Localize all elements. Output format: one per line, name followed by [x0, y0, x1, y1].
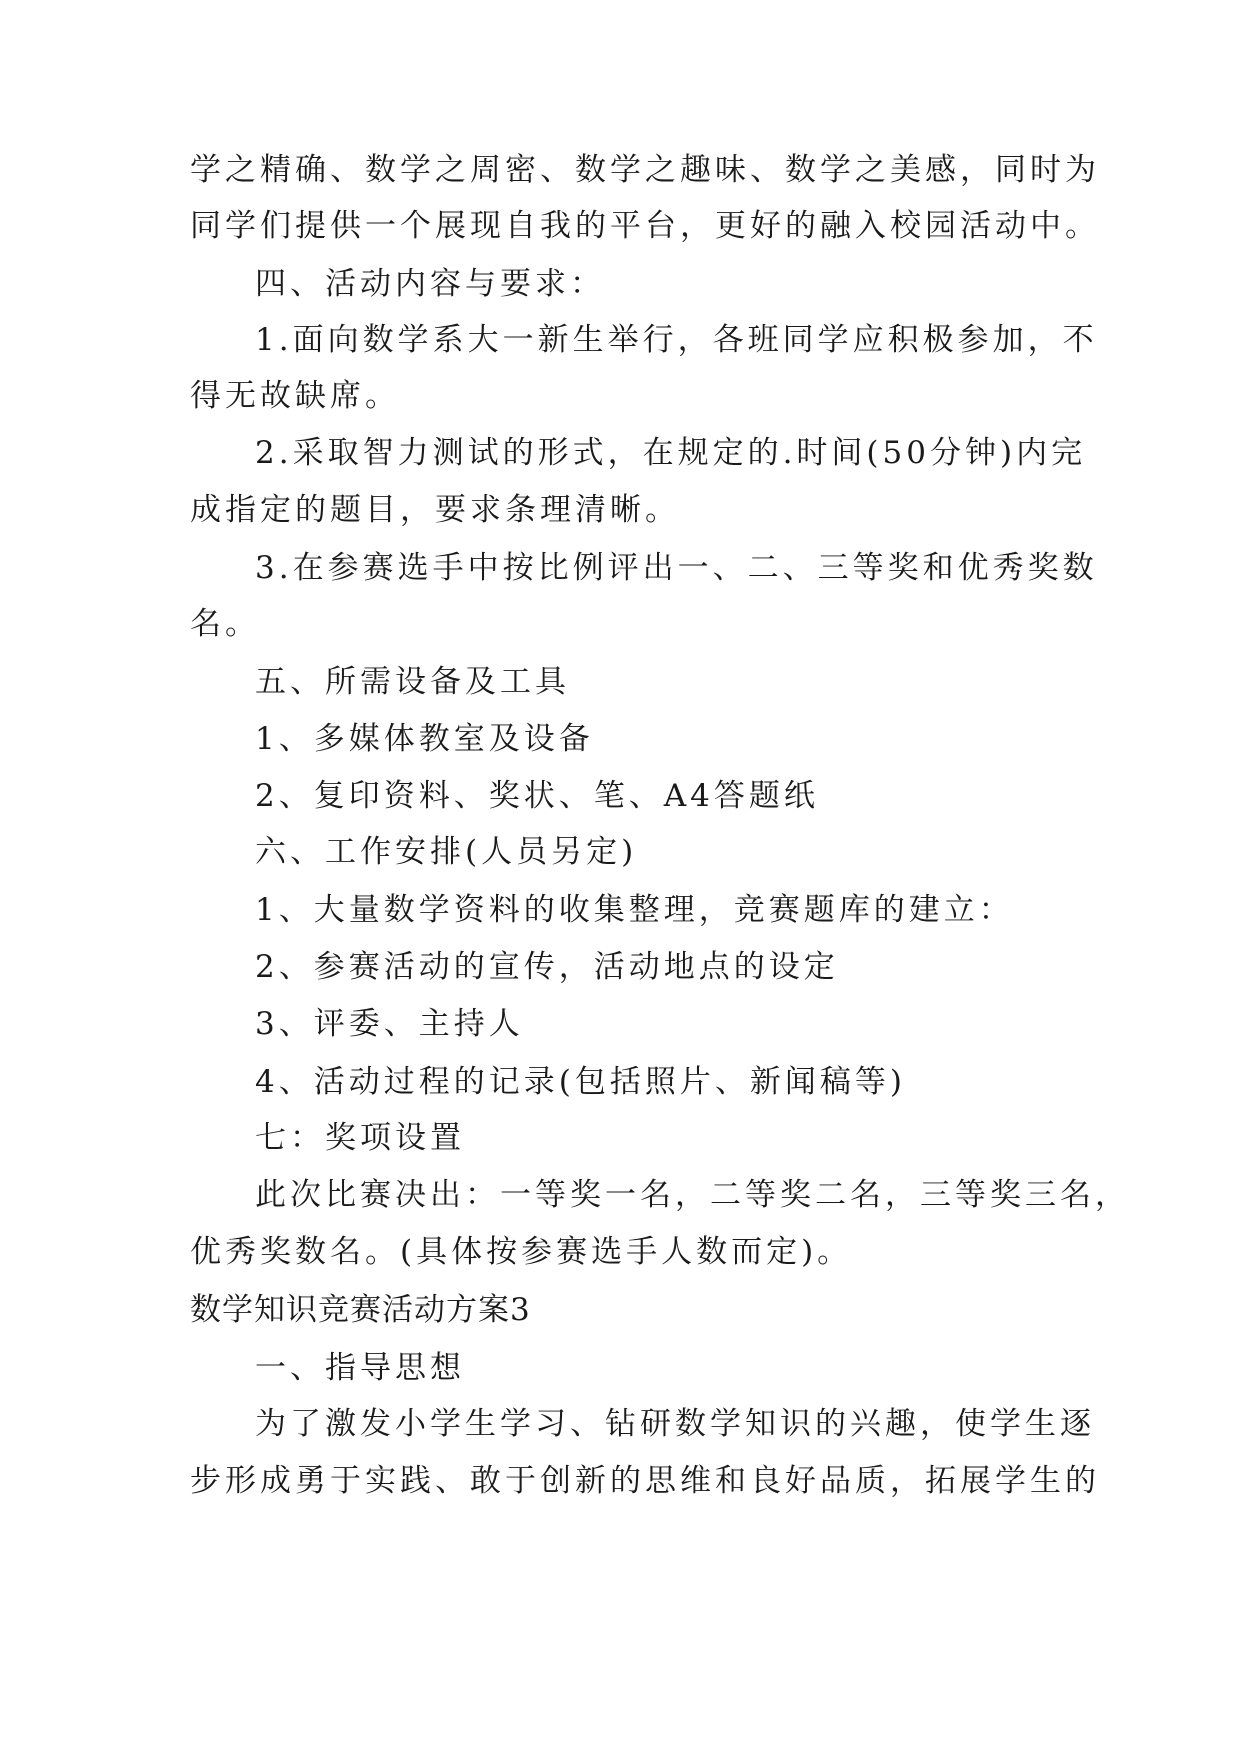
- section-heading: 五、所需设备及工具: [255, 664, 570, 700]
- list-item: 4、活动过程的记录(包括照片、新闻稿等): [255, 1064, 906, 1100]
- section-heading: 一、指导思想: [255, 1350, 465, 1386]
- paragraph-line: 为了激发小学生学习、钻研数学知识的兴趣，使学生逐: [255, 1406, 1095, 1442]
- section-heading: 四、活动内容与要求：: [255, 266, 605, 302]
- list-item: 2、参赛活动的宣传，活动地点的设定: [255, 949, 839, 985]
- paragraph-line: 得无故缺席。: [190, 378, 400, 414]
- paragraph-line: 3.在参赛选手中按比例评出一、二、三等奖和优秀奖数: [255, 550, 1098, 586]
- paragraph-line: 成指定的题目，要求条理清晰。: [190, 492, 680, 528]
- section-heading: 六、工作安排(人员另定): [255, 834, 638, 870]
- paragraph-line: 2.采取智力测试的形式，在规定的.时间(50分钟)内完: [255, 435, 1087, 471]
- list-item: 1、多媒体教室及设备: [255, 721, 594, 757]
- list-item: 1、大量数学资料的收集整理，竞赛题库的建立：: [255, 892, 1014, 928]
- paragraph-line: 优秀奖数名。(具体按参赛选手人数而定)。: [190, 1234, 853, 1270]
- list-item: 3、评委、主持人: [255, 1006, 524, 1042]
- list-item: 2、复印资料、奖状、笔、A4答题纸: [255, 778, 819, 814]
- paragraph-line: 1.面向数学系大一新生举行，各班同学应积极参加，不: [255, 322, 1098, 358]
- paragraph-line: 学之精确、数学之周密、数学之趣味、数学之美感，同时为: [190, 152, 1100, 188]
- paragraph-line: 名。: [190, 606, 260, 642]
- paragraph-line: 步形成勇于实践、敢于创新的思维和良好品质，拓展学生的: [190, 1463, 1100, 1499]
- paragraph-line: 同学们提供一个展现自我的平台，更好的融入校园活动中。: [190, 208, 1100, 244]
- document-title: 数学知识竞赛活动方案3: [190, 1292, 531, 1328]
- paragraph-line: 此次比赛决出：一等奖一名，二等奖二名，三等奖三名，: [255, 1177, 1130, 1213]
- section-heading: 七：奖项设置: [255, 1120, 465, 1156]
